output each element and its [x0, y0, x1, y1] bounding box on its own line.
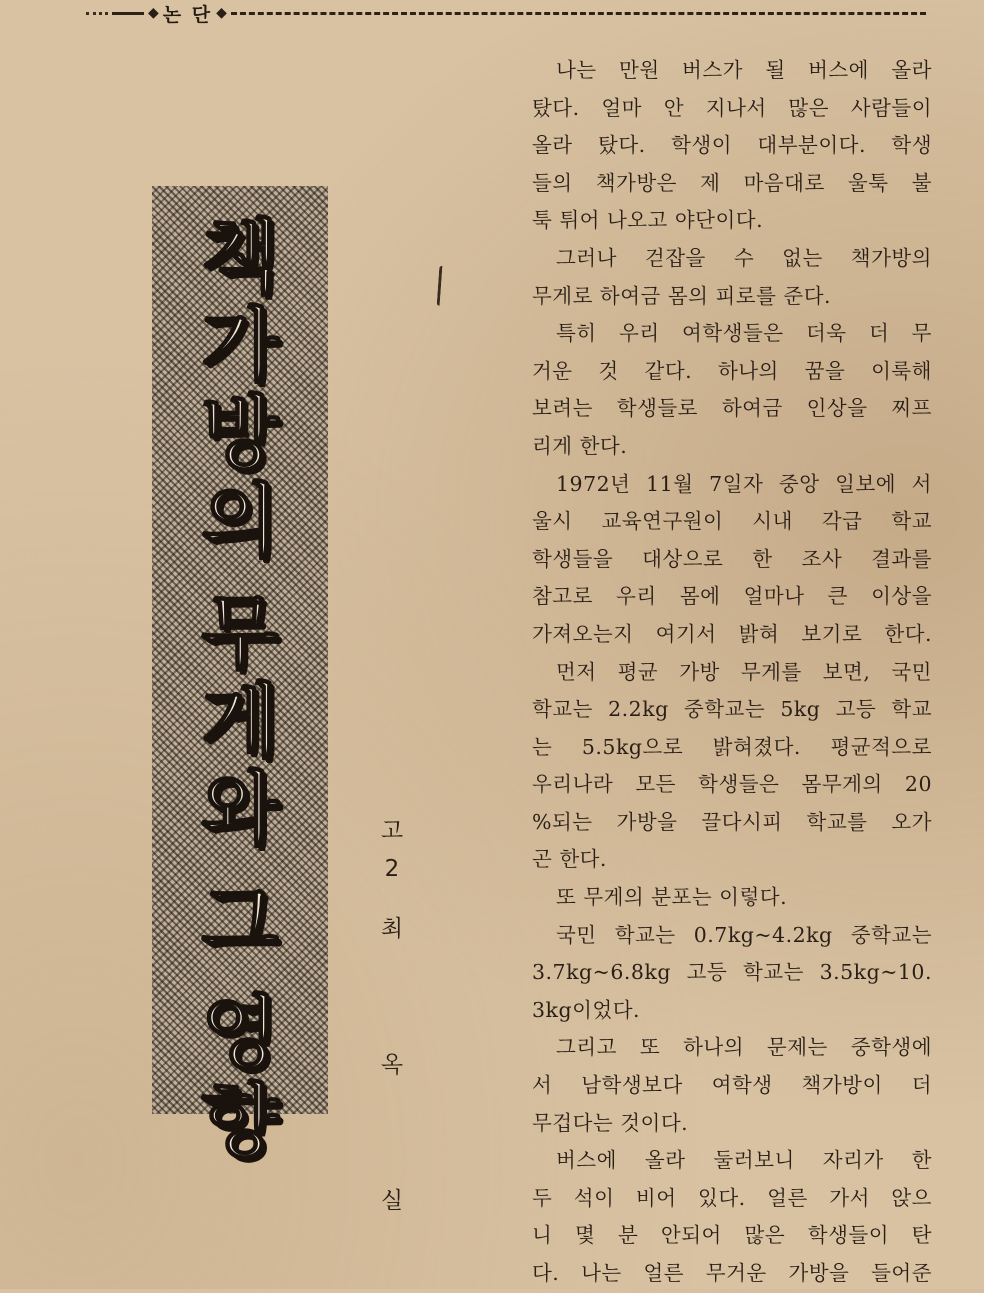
title-char: 와 [201, 763, 279, 856]
body-line: 리게 한다. [532, 433, 628, 458]
body-line: 3.7kg~6.8kg 고등 학교는 3.5kg~10. [532, 960, 932, 985]
body-line: 가져오는지 여기서 밝혀 보기로 한다. [532, 621, 932, 646]
section-header [86, 0, 926, 26]
body-line: 학생들을 대상으로 한 조사 결과를 [532, 546, 932, 571]
body-line: 다. 나는 얼른 무거운 가방을 들어준 [532, 1261, 932, 1285]
author-grade-2: 2 [384, 856, 400, 882]
title-char: 방 [201, 387, 279, 480]
diamond-icon: ◆ [148, 5, 159, 21]
body-line: 학교는 2.2kg 중학교는 5kg 고등 학교 [532, 697, 932, 722]
body-line: 참고로 우리 몸에 얼마나 큰 이상을 [532, 584, 932, 609]
title-char: 향 [201, 1075, 279, 1168]
body-line: 나는 만원 버스가 될 버스에 올라 [556, 58, 932, 82]
title-char: 무 [201, 587, 279, 680]
author-grade-1: 고 [380, 818, 404, 844]
body-line: 특히 우리 여학생들은 더욱 더 무 [556, 321, 932, 346]
body-line: 거운 것 같다. 하나의 꿈을 이룩해 [532, 358, 932, 383]
body-line: 우리나라 모든 학생들은 몸무게의 20 [532, 772, 932, 797]
body-line: 국민 학교는 0.7kg~4.2kg 중학교는 [556, 922, 932, 947]
body-line: 1972년 11월 7일자 중앙 일보에 서 [556, 471, 932, 496]
body-line: 무겁다는 것이다. [532, 1110, 689, 1135]
body-line: 그러나 걷잡을 수 없는 책가방의 [556, 245, 932, 270]
title-char: 가 [201, 299, 279, 392]
author-name-3: 실 [380, 1188, 404, 1214]
header-rule-left [112, 12, 144, 15]
ink-mark [437, 266, 449, 307]
article-body [532, 52, 932, 1293]
body-line: 3kg이었다. [532, 997, 641, 1022]
body-line: 버스에 올라 둘러보니 자리가 한 [556, 1148, 932, 1173]
header-rule-right [231, 12, 926, 15]
body-line: 곤 한다. [532, 847, 607, 872]
title-char: 게 [201, 675, 279, 768]
title-char: 영 [201, 987, 279, 1080]
title-char: 책 [201, 211, 279, 304]
author-name-2: 옥 [380, 1052, 404, 1078]
body-line: 올라 탔다. 학생이 대부분이다. 학생 [532, 133, 932, 158]
title-char: 그 [201, 875, 279, 968]
body-line: 는 5.5kg으로 밝혀졌다. 평균적으로 [532, 734, 932, 759]
body-line: 니 몇 분 안되어 많은 학생들이 탄 [532, 1223, 932, 1248]
section-title: 논 단 [162, 3, 213, 26]
body-line: 보려는 학생들로 하여금 인상을 찌프 [532, 396, 932, 421]
article-title [152, 211, 328, 1168]
author-name-1: 최 [380, 916, 404, 942]
body-line: 두 석이 비어 있다. 얼른 가서 앉으 [532, 1185, 932, 1210]
body-line: 그리고 또 하나의 문제는 중학생에 [556, 1035, 932, 1060]
title-char: 의 [201, 475, 279, 568]
body-line: 툭 튀어 나오고 야단이다. [532, 208, 764, 233]
body-line: 서 남학생보다 여학생 책가방이 더 [532, 1073, 932, 1098]
header-dotted-rule [86, 12, 108, 15]
diamond-icon: ◆ [216, 5, 227, 21]
body-line: 탔다. 얼마 안 지나서 많은 사람들이 [532, 95, 932, 120]
article-title-panel [152, 186, 328, 1168]
body-line: 또 무게의 분포는 이렇다. [556, 885, 788, 910]
body-line: 무게로 하여금 몸의 피로를 준다. [532, 283, 832, 308]
body-line: 들의 책가방은 제 마음대로 울툭 불 [532, 170, 932, 195]
body-line: 울시 교육연구원이 시내 각급 학교 [532, 509, 932, 534]
body-line: %되는 가방을 끌다시피 학교를 오가 [532, 809, 932, 834]
body-line: 먼저 평균 가방 무게를 보면, 국민 [556, 659, 932, 684]
